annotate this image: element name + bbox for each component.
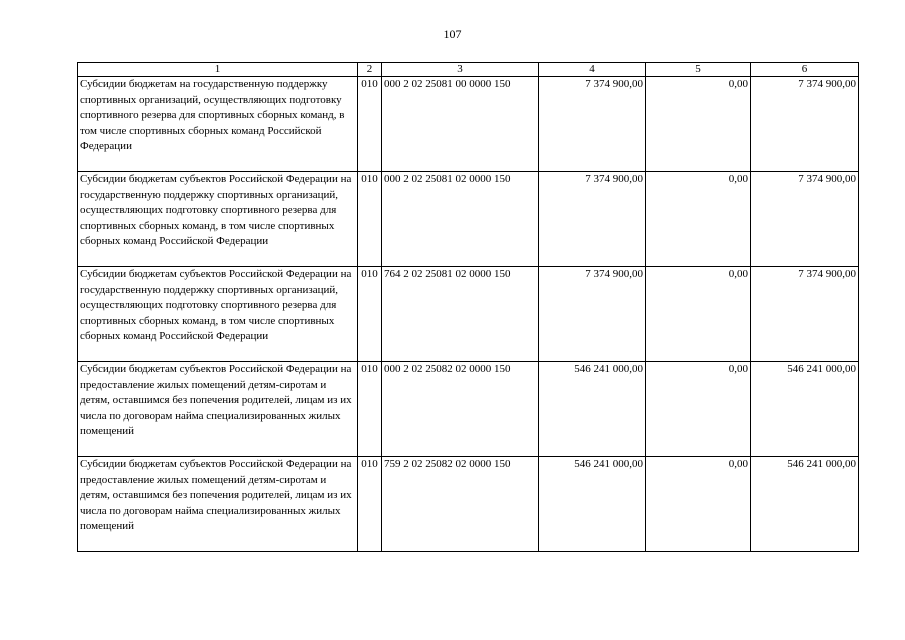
- row-budget-code: 000 2 02 25081 00 0000 150: [382, 77, 539, 172]
- budget-table: [77, 62, 859, 552]
- row-name: [78, 172, 358, 267]
- row-name-text: Субсидии бюджетам субъектов Российской Федерации на государственную поддержку спортивных организаций, осуществляющих подготовку спортивного резерва для спортивных сборных команд, в том числе спортивных сборных команд Российской Федерации: [80, 173, 352, 248]
- row-name-text: Субсидии бюджетам субъектов Российской Федерации на предоставление жилых помещений детям-сиротам и детям, оставшимся без попечения родителей, лицам из их числа по договорам найма специализированных жилых помещений: [80, 458, 352, 533]
- row-name: [78, 457, 358, 552]
- header-col-2: 2: [358, 63, 382, 77]
- row-amount-col5: 0,00: [646, 77, 751, 172]
- header-col-4: 4: [539, 63, 646, 77]
- row-budget-code: 000 2 02 25081 02 0000 150: [382, 172, 539, 267]
- row-code: 010: [358, 457, 382, 552]
- row-code: 010: [358, 362, 382, 457]
- row-name: [78, 267, 358, 362]
- table-header-row: [78, 63, 859, 77]
- header-col-6: 6: [751, 63, 859, 77]
- table-row: [78, 77, 859, 172]
- row-amount-col4: 7 374 900,00: [539, 172, 646, 267]
- page-number: 107: [443, 27, 462, 41]
- table-row: [78, 457, 859, 552]
- row-amount-col5: 0,00: [646, 457, 751, 552]
- row-amount-col4: 7 374 900,00: [539, 77, 646, 172]
- header-col-1: 1: [78, 63, 358, 77]
- row-amount-col4: 546 241 000,00: [539, 362, 646, 457]
- row-name: [78, 77, 358, 172]
- row-name: [78, 362, 358, 457]
- row-name-text: Субсидии бюджетам субъектов Российской Федерации на государственную поддержку спортивных организаций, осуществляющих подготовку спортивного резерва для спортивных сборных команд, в том числе спортивных сборных команд Российской Федерации: [80, 268, 352, 343]
- row-amount-col6: 7 374 900,00: [751, 267, 859, 362]
- row-name-text: Субсидии бюджетам субъектов Российской Федерации на предоставление жилых помещений детям-сиротам и детям, оставшимся без попечения родителей, лицам из их числа по договорам найма специализированных жилых помещений: [80, 363, 352, 438]
- row-code: 010: [358, 267, 382, 362]
- row-amount-col5: 0,00: [646, 172, 751, 267]
- row-budget-code: 759 2 02 25082 02 0000 150: [382, 457, 539, 552]
- table-row: [78, 267, 859, 362]
- row-amount-col5: 0,00: [646, 362, 751, 457]
- row-name-text: Субсидии бюджетам на государственную поддержку спортивных организаций, осуществляющих подготовку спортивного резерва для спортивных сборных команд, в том числе спортивных сборных команд Российской Федерации: [80, 78, 345, 153]
- row-amount-col6: 7 374 900,00: [751, 172, 859, 267]
- row-amount-col4: 7 374 900,00: [539, 267, 646, 362]
- header-col-5: 5: [646, 63, 751, 77]
- table-row: [78, 172, 859, 267]
- header-col-3: 3: [382, 63, 539, 77]
- row-amount-col6: 546 241 000,00: [751, 362, 859, 457]
- row-code: 010: [358, 172, 382, 267]
- table-row: [78, 362, 859, 457]
- row-budget-code: 000 2 02 25082 02 0000 150: [382, 362, 539, 457]
- row-amount-col5: 0,00: [646, 267, 751, 362]
- row-code: 010: [358, 77, 382, 172]
- row-amount-col4: 546 241 000,00: [539, 457, 646, 552]
- row-budget-code: 764 2 02 25081 02 0000 150: [382, 267, 539, 362]
- row-amount-col6: 546 241 000,00: [751, 457, 859, 552]
- row-amount-col6: 7 374 900,00: [751, 77, 859, 172]
